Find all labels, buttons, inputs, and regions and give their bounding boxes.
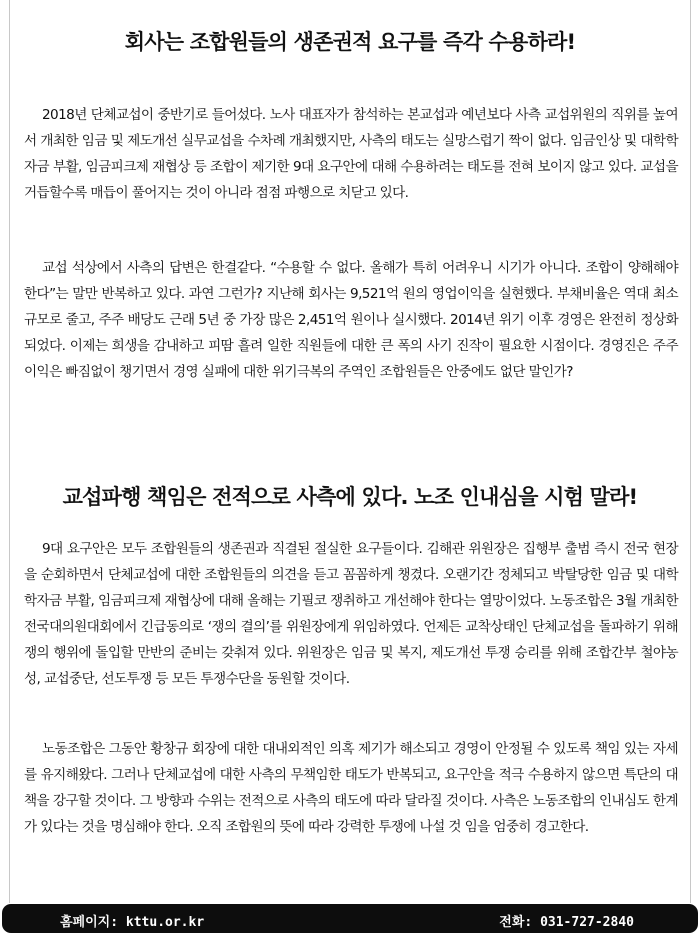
paragraph-company-response: 교섭 석상에서 사측의 답변은 한결같다. “수용할 수 없다. 올해가 특히 어려우니 시기가 아니다. 조합이 양해해야 한다”는 말만 반복하고 있다. 과연 그런가? 지난해 회사는 9,521억 원의 영업이익을 실현했다. 부채비율은 역대 최소 규모로 줄고, 주주 배당도 근래 5년 중 가장 많은 2,451억 원이나 실시했다. 2014년 위기 이후 경영은 완전히 정상화되었다. 이제는 희생을 감내하고 피땀 흘려 일한 직원들에 대한 큰 폭의 사기 진작이 필요한 시점이다. 경영진은 주주 이익은 빠짐없이 챙기면서 경영 실패에 대한 위기극복의 주역인 조합원들은 안중에도 없단 말인가? (24, 260, 678, 380)
paragraph-negotiation-status: 2018년 단체교섭이 중반기로 들어섰다. 노사 대표자가 참석하는 본교섭과 예년보다 사측 교섭위원의 직위를 높여서 개최한 임금 및 제도개선 실무교섭을 수차례 개최했지만, 사측의 태도는 실망스럽기 짝이 없다. 임금인상 및 대학학자금 부활, 임금피크제 재협상 등 조합이 제기한 9대 요구안에 대해 수용하려는 태도를 전혀 보이지 않고 있다. 교섭을 거듭할수록 매듭이 풀어지는 것이 아니라 점점 파행으로 치닫고 있다. (24, 107, 678, 201)
footer-bar (2, 904, 698, 933)
paragraph-warning: 노동조합은 그동안 황창규 회장에 대한 대내외적인 의혹 제기가 해소되고 경영이 안정될 수 있도록 책임 있는 자세를 유지해왔다. 그러나 단체교섭에 대한 사측의 무책임한 태도가 반복되고, 요구안을 적극 수용하지 않으면 특단의 대책을 강구할 것이다. 그 방향과 수위는 전적으로 사측의 태도에 따라 달라질 것이다. 사측은 노동조합의 인내심도 한계가 있다는 것을 명심해야 한다. 오직 조합원의 뜻에 따라 강력한 투쟁에 나설 것 임을 엄중히 경고한다. (24, 741, 678, 835)
paragraph-demands: 9대 요구안은 모두 조합원들의 생존권과 직결된 절실한 요구들이다. 김해관 위원장은 집행부 출범 즉시 전국 현장을 순회하면서 단체교섭에 대한 조합원들의 의견을 듣고 꼼꼼하게 챙겼다. 오랜기간 정체되고 박탈당한 임금 및 대학학자금 부활, 임금피크제 재협상에 대해 올해는 기필코 쟁취하고 개선해야 한다는 열망이었다. 노동조합은 3월 개최한 전국대의원대회에서 긴급동의로 ‘쟁의 결의’를 위원장에게 위임하였다. 언제든 교착상태인 단체교섭을 돌파하기 위해 쟁의 행위에 돌입할 만반의 준비는 갖춰져 있다. 위원장은 임금 및 복지, 제도개선 투쟁 승리를 위해 조합간부 철야농성, 교섭중단, 선도투쟁 등 모든 투쟁수단을 동원할 것이다. (24, 541, 678, 687)
main-heading: 회사는 조합원들의 생존권적 요구를 즉각 수용하라! (124, 30, 576, 54)
homepage-text: 홈페이지: kttu.or.kr (60, 915, 205, 930)
document-page (9, 0, 691, 903)
phone-text: 전화: 031-727-2840 (499, 915, 634, 930)
section-heading: 교섭파행 책임은 전적으로 사측에 있다. 노조 인내심을 시험 말라! (62, 485, 638, 509)
